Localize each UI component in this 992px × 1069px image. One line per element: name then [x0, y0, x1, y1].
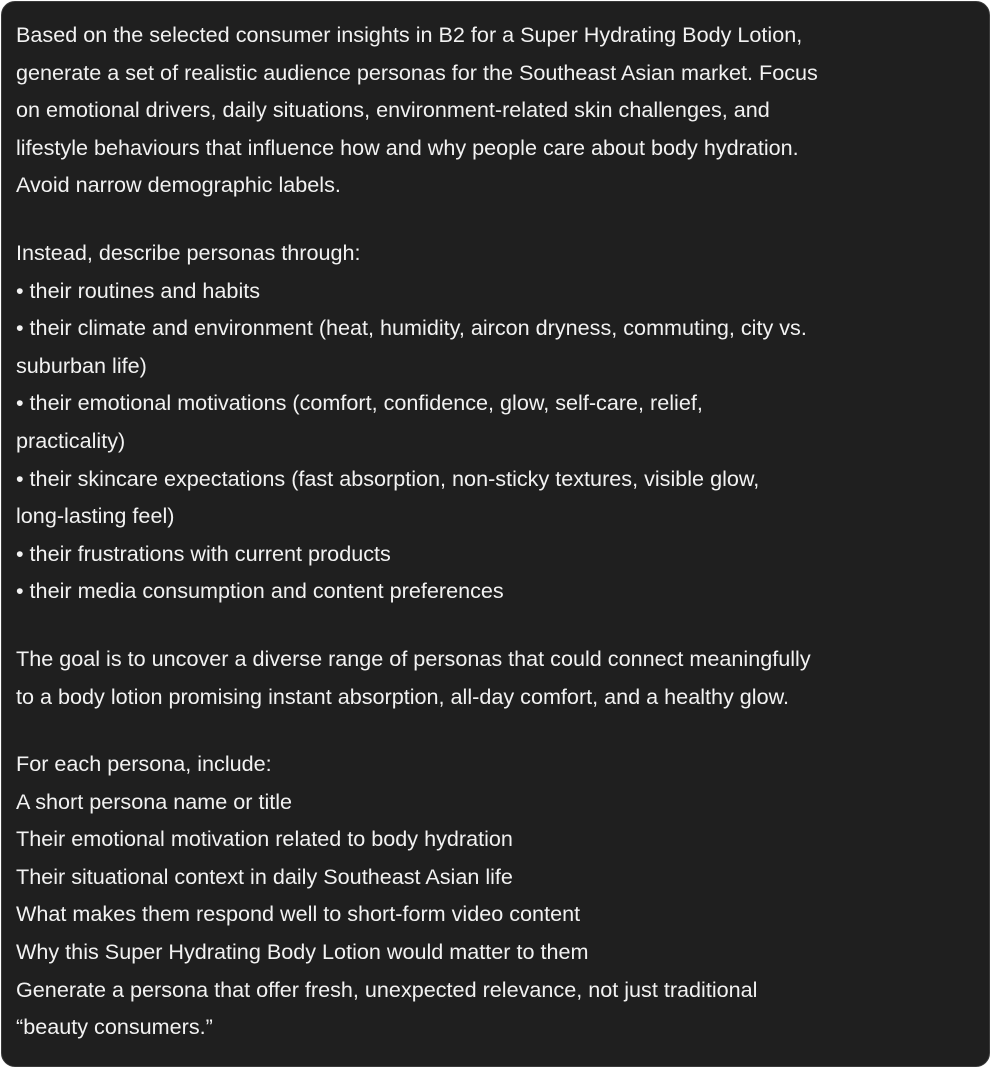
bullet-line: • their media consumption and content preferences: [16, 578, 504, 604]
include-item: Their emotional motivation related to body hydration: [16, 826, 513, 852]
goal-paragraph: [16, 640, 975, 715]
bullet-line: practicality): [16, 427, 126, 453]
include-section: [16, 745, 975, 1046]
text-line: The goal is to uncover a diverse range of personas that could connect meaningfully: [16, 645, 811, 671]
bullet-line: • their climate and environment (heat, humidity, aircon dryness, commuting, city vs.: [16, 315, 807, 341]
section-heading: For each persona, include:: [16, 751, 272, 777]
include-item: What makes them respond well to short-form video content: [16, 901, 581, 927]
text-line: generate a set of realistic audience personas for the Southeast Asian market. Focus: [16, 59, 818, 85]
bullet-line: • their routines and habits: [16, 277, 261, 303]
text-line: Avoid narrow demographic labels.: [16, 172, 341, 198]
text-line: on emotional drivers, daily situations, environment-related skin challenges, and: [16, 97, 770, 123]
describe-section: [16, 234, 975, 610]
bullet-line: suburban life): [16, 352, 147, 378]
text-line: lifestyle behaviours that influence how and why people care about body hydration.: [16, 134, 799, 160]
paragraph-gap: [16, 715, 975, 745]
include-item: Generate a persona that offer fresh, unexpected relevance, not just traditional: [16, 976, 758, 1002]
include-item: “beauty consumers.”: [16, 1014, 213, 1040]
text-line: Based on the selected consumer insights in B2 for a Super Hydrating Body Lotion,: [16, 22, 803, 47]
text-line: to a body lotion promising instant absorption, all-day comfort, and a healthy glow.: [16, 683, 790, 709]
prompt-message-panel: [1, 1, 990, 1067]
paragraph-gap: [16, 204, 975, 234]
section-heading: Instead, describe personas through:: [16, 239, 361, 265]
include-item: A short persona name or title: [16, 788, 293, 814]
include-item: Why this Super Hydrating Body Lotion would matter to them: [16, 939, 589, 965]
bullet-line: • their skincare expectations (fast absorption, non-sticky textures, visible glow,: [16, 465, 760, 491]
paragraph-gap: [16, 610, 975, 640]
include-item: Their situational context in daily Southeast Asian life: [16, 863, 513, 889]
bullet-line: long-lasting feel): [16, 503, 175, 529]
intro-paragraph: [16, 16, 975, 204]
bullet-line: • their frustrations with current products: [16, 540, 391, 566]
bullet-line: • their emotional motivations (comfort, confidence, glow, self-care, relief,: [16, 390, 703, 416]
